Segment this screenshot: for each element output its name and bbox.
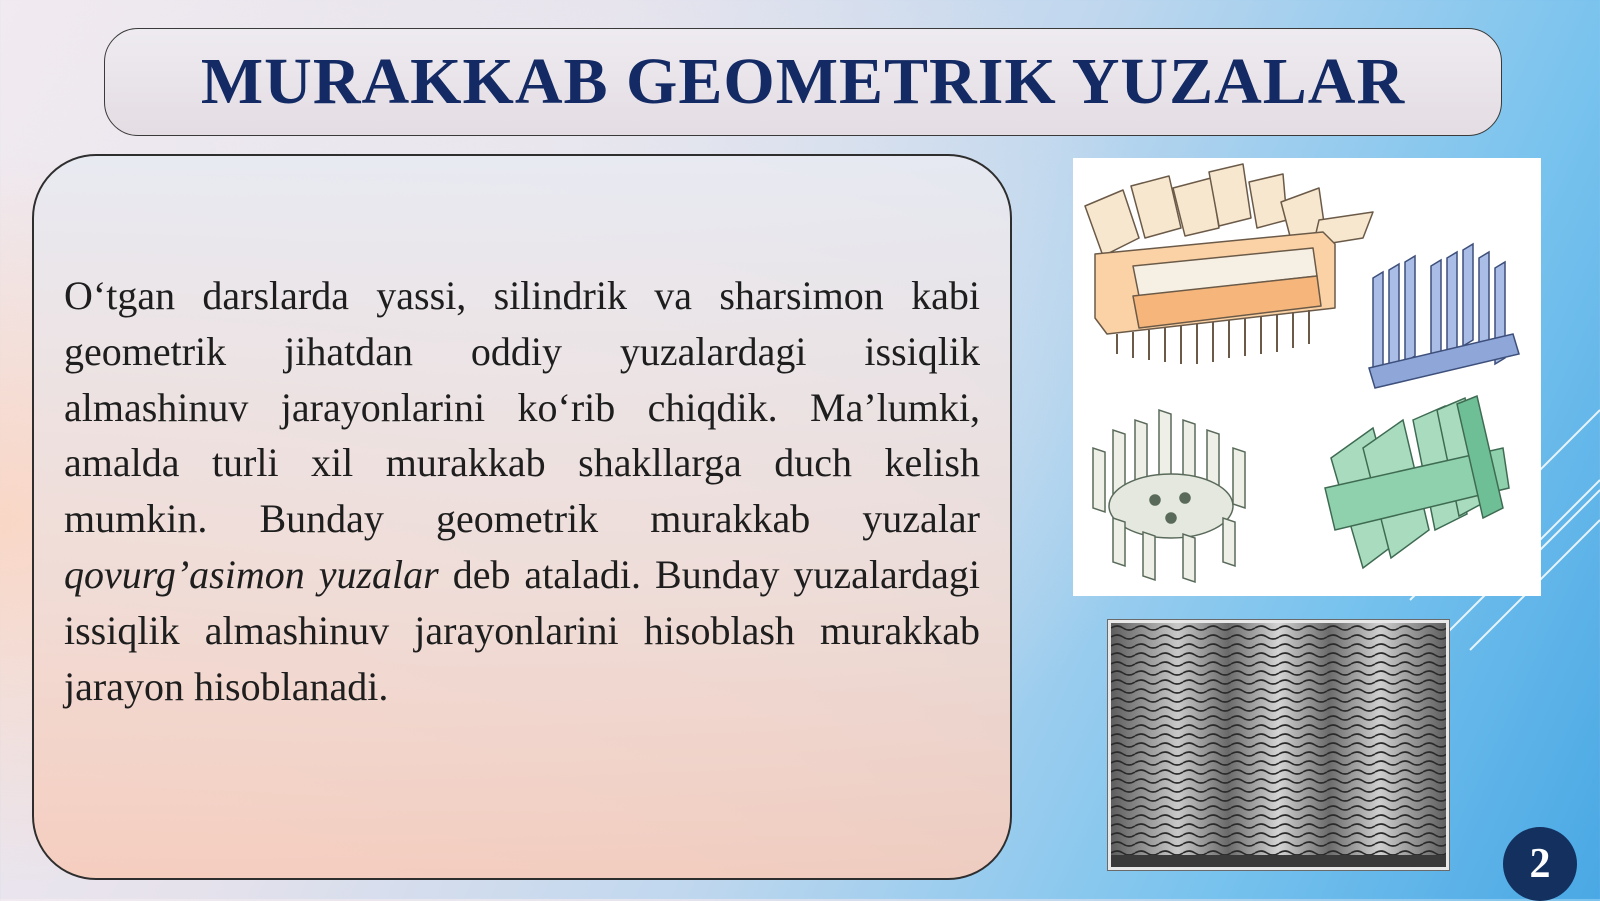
corrugated-fin-icon	[1111, 623, 1446, 867]
wavy-fin-plate-photo	[1108, 620, 1449, 870]
folded-fin-heat-sink-icon	[1325, 396, 1509, 568]
paragraph-text-start: O‘tgan darslarda yassi, silindrik va sharsimon kabi geometrik jihatdan oddiy yuzalardagi issiqlik almashinuv jarayonlarini ko‘rib chiqdik. Ma’lumki, amalda turli xil murakkab shakllarga duch kelish mumkin. Bunday geometrik murakkab yuzalar	[64, 273, 980, 542]
radial-heat-sink-icon	[1093, 410, 1245, 582]
page-number-badge: 2	[1503, 827, 1577, 901]
comb-heat-sink-icon	[1369, 244, 1519, 388]
heat-sink-drawing	[1073, 158, 1541, 596]
text-panel	[32, 154, 1012, 880]
body-paragraph	[64, 268, 980, 714]
title-banner	[104, 28, 1502, 136]
heat-sink-illustration	[1073, 158, 1541, 596]
slide-title: MURAKKAB GEOMETRIK YUZALAR	[200, 45, 1406, 118]
paragraph-text-end: deb ataladi. Bunday yuzalardagi issiqlik almashinuv jarayonlarini hisoblash murakkab jarayon hisoblanadi.	[64, 551, 980, 709]
chip-heat-sink-icon	[1085, 164, 1373, 364]
paragraph-italic-term: qovurg’asimon yuzalar	[64, 551, 439, 597]
